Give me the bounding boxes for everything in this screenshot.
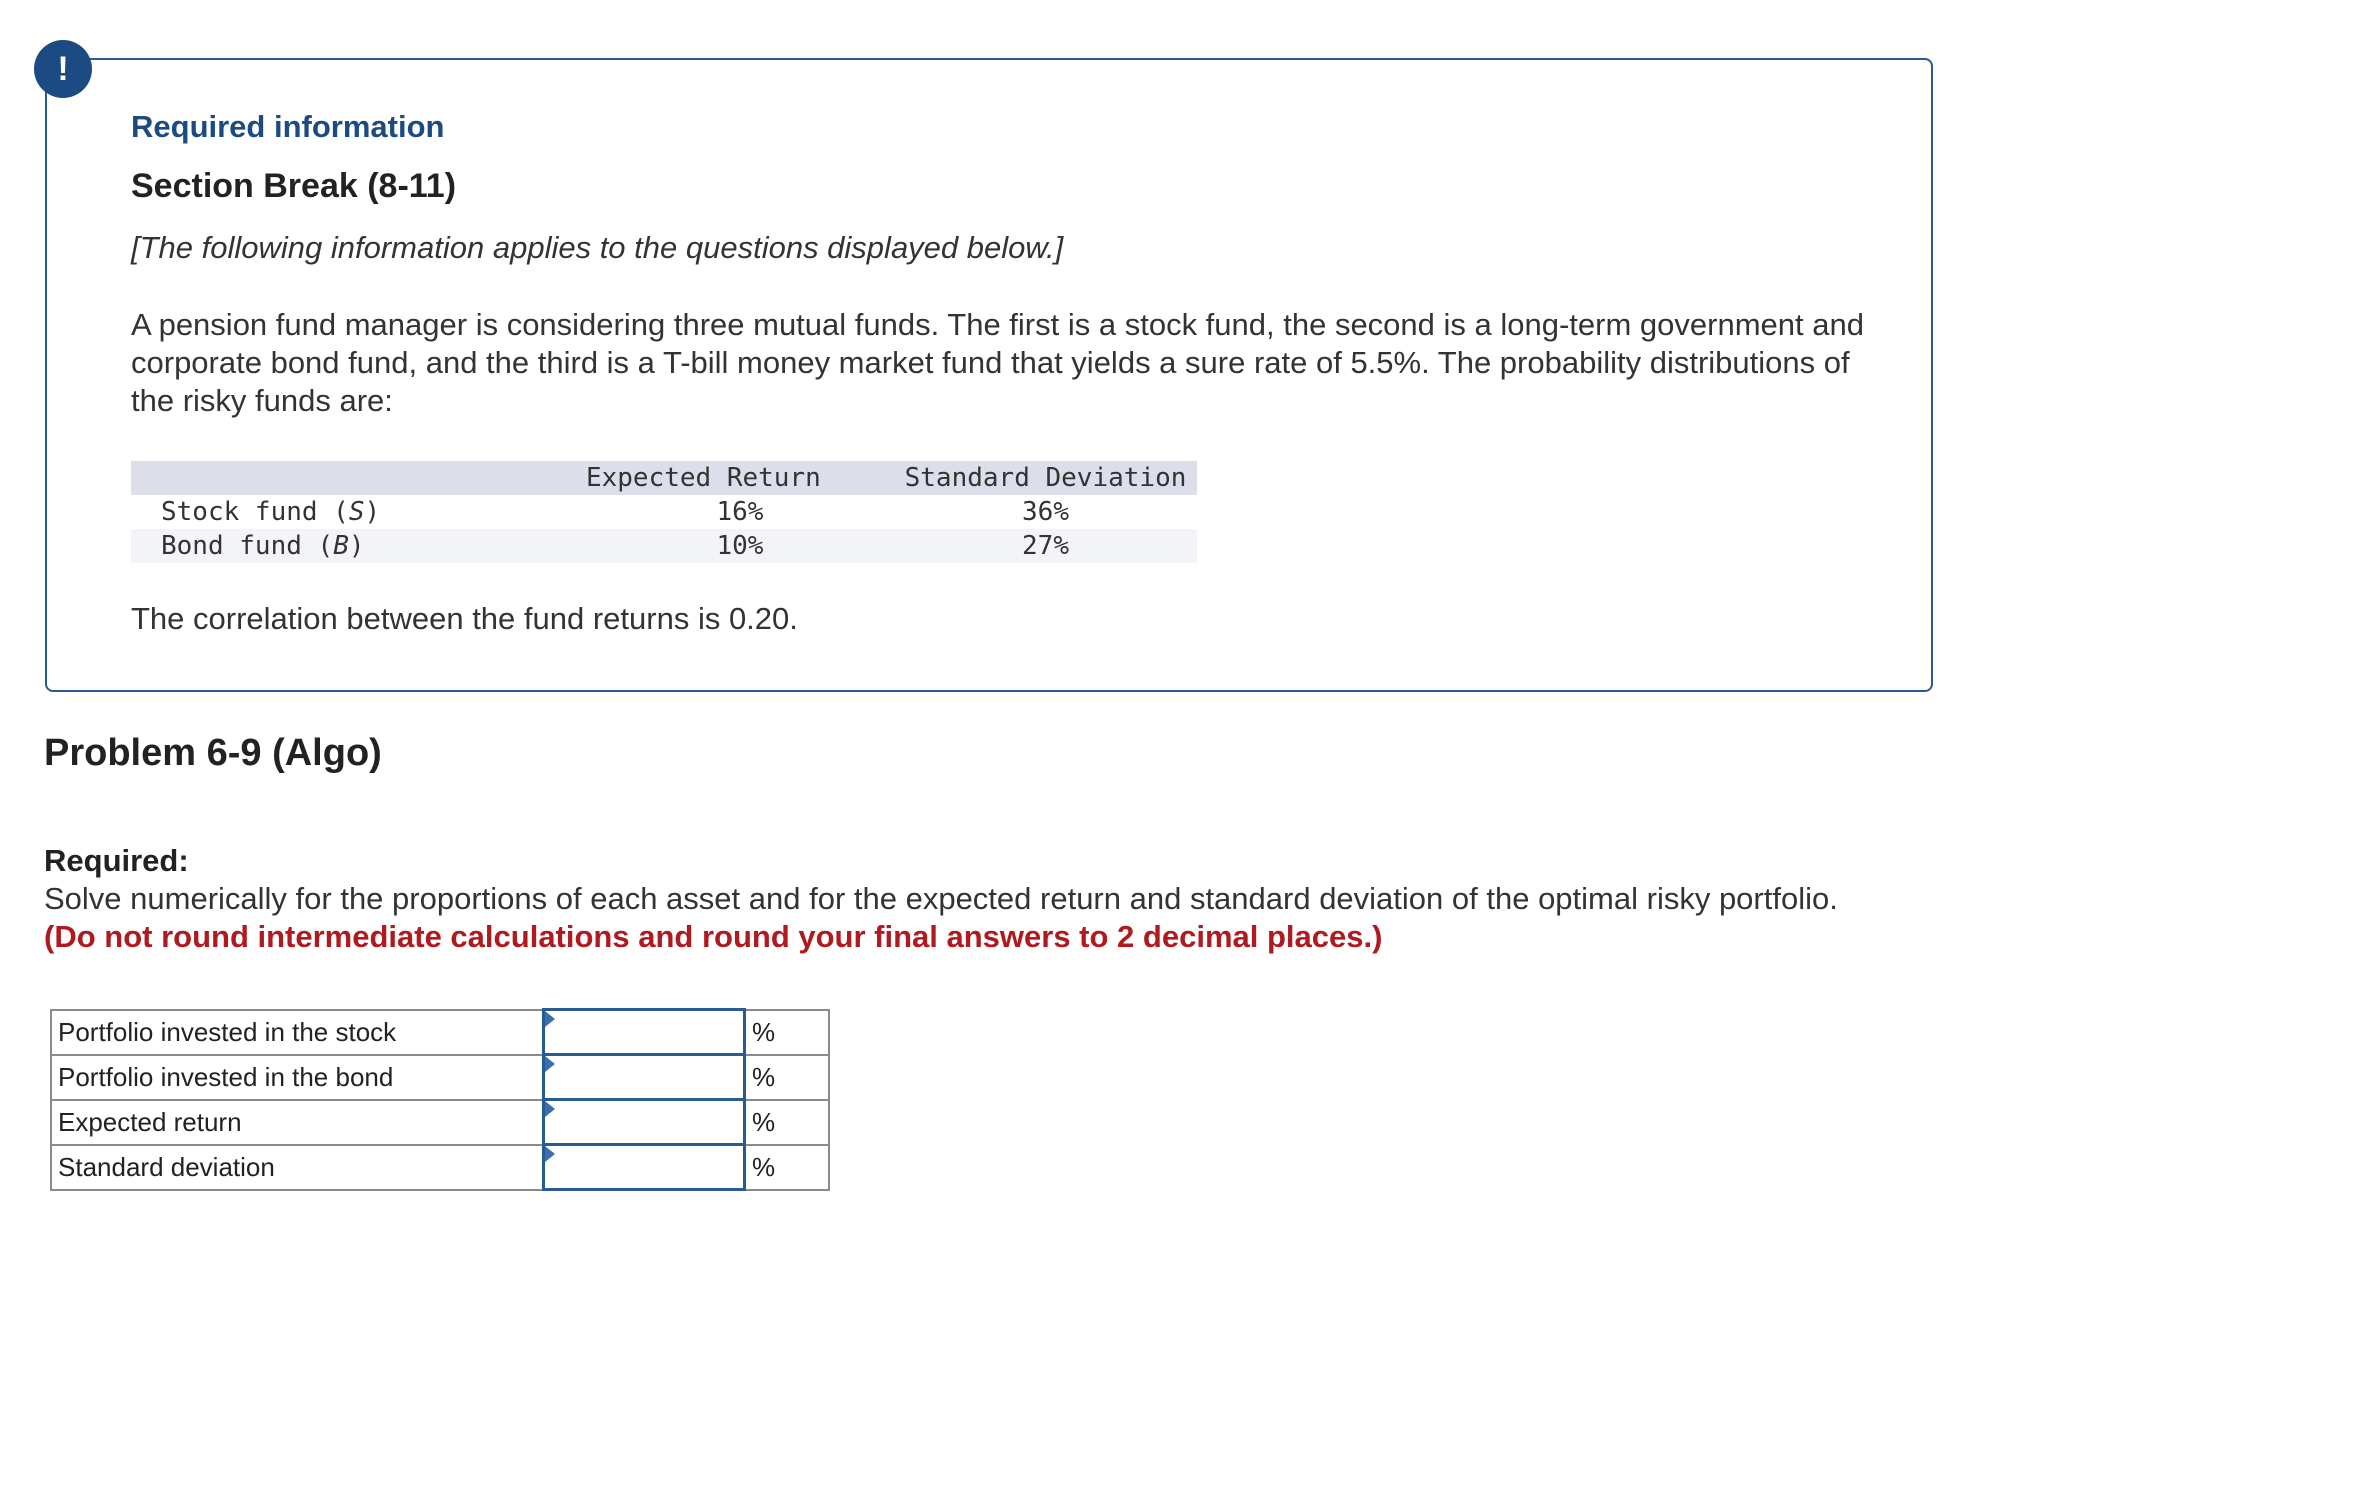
fund-name-close: ): [348, 531, 365, 561]
section-break-title: Section Break (8-11): [131, 167, 457, 205]
problem-title: Problem 6-9 (Algo): [44, 732, 382, 774]
input-marker-icon: [545, 1011, 555, 1027]
fund-table-header-expected-return: Expected Return: [586, 461, 894, 495]
fund-symbol: B: [333, 531, 349, 561]
required-label: Required:: [44, 843, 189, 878]
input-marker-icon: [545, 1146, 555, 1162]
fund-std-dev: 27%: [894, 529, 1197, 563]
stock-proportion-input[interactable]: [545, 1012, 743, 1052]
answer-unit: %: [745, 1055, 830, 1100]
answer-table: [50, 1008, 830, 1191]
fund-symbol: S: [348, 497, 365, 527]
answer-input-cell: [544, 1145, 745, 1190]
bond-proportion-input[interactable]: [545, 1057, 743, 1097]
fund-table: [131, 461, 1197, 563]
input-marker-icon: [545, 1056, 555, 1072]
fund-table-header-name: [131, 461, 586, 495]
table-row: [131, 495, 1197, 529]
answer-unit: %: [745, 1145, 830, 1190]
table-row: [51, 1055, 829, 1100]
alert-icon: !: [34, 40, 92, 98]
required-information-heading: Required information: [131, 109, 445, 144]
rounding-instruction: (Do not round intermediate calculations and round your final answers to 2 decimal places.): [44, 919, 1383, 954]
table-row: [51, 1100, 829, 1145]
table-row: [131, 529, 1197, 563]
standard-deviation-input[interactable]: [545, 1147, 743, 1187]
input-marker-icon: [545, 1101, 555, 1117]
answer-unit: %: [745, 1010, 830, 1055]
intro-note: [The following information applies to the questions displayed below.]: [131, 230, 1064, 265]
fund-name-cell: [131, 495, 586, 529]
fund-std-dev: 36%: [1022, 497, 1069, 527]
answer-input-cell: [544, 1100, 745, 1145]
table-row: [51, 1010, 829, 1055]
answer-input-cell: [544, 1010, 745, 1055]
fund-table-header-std-dev: Standard Deviation: [894, 461, 1197, 495]
answer-label: Expected return: [51, 1100, 544, 1145]
required-description: Solve numerically for the proportions of each asset and for the expected return and standard deviation of the optimal risky portfolio.: [44, 881, 1838, 916]
answer-label: Portfolio invested in the bond: [51, 1055, 544, 1100]
correlation-note: The correlation between the fund returns is 0.20.: [131, 601, 798, 636]
fund-name: Bond fund (: [161, 531, 334, 561]
problem-description: A pension fund manager is considering three mutual funds. The first is a stock fund, the second is a long-term government and corporate bond fund, and the third is a T-bill money market fund that yields a sure rate of 5.5%. The probability distributions of the risky funds are:: [131, 307, 1864, 418]
table-row: [51, 1145, 829, 1190]
answer-label: Standard deviation: [51, 1145, 544, 1190]
answer-input-cell: [544, 1055, 745, 1100]
fund-table-header-row: [131, 461, 1197, 495]
fund-name-cell: [131, 529, 586, 563]
required-text: [44, 880, 1844, 956]
fund-expected-return: 16%: [716, 497, 764, 527]
fund-name: Stock fund (: [161, 497, 349, 527]
fund-expected-return: 10%: [586, 529, 894, 563]
fund-name-close: ): [364, 497, 381, 527]
expected-return-input[interactable]: [545, 1102, 743, 1142]
answer-label: Portfolio invested in the stock: [51, 1010, 544, 1055]
answer-unit: %: [745, 1100, 830, 1145]
